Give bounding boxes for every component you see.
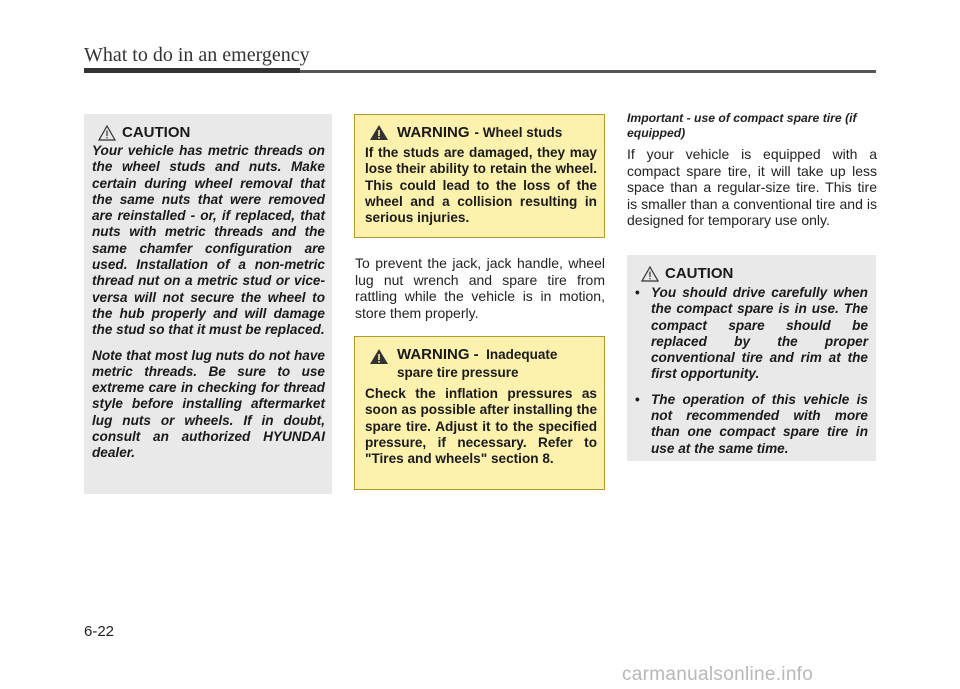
page-number: 6-22 [84,623,115,640]
warning-subtitle: Inadequate spare tire pressure [397,347,558,380]
caution-bullet: • You should drive carefully when the compact spare is in use. The compact spare should be replaced by the proper conventional tire and rim at the first opportunity. [635,285,868,383]
warning-triangle-icon [369,124,389,141]
section-title: What to do in an emergency [84,44,310,66]
warning-body: Check the inflation pressures as soon as possible after installing the spare tire. Adjust it to the specified pressure, if necessary. Refer to "Tires and wheels" section 8. [365,386,597,467]
caution-triangle-icon [98,125,116,141]
warning-label: WARNING - [397,346,479,363]
warning-box-tire-pressure [354,336,605,490]
compact-spare-paragraph: If your vehicle is equipped with a compact spare tire, it will take up less space than a regular-size tire. This tire is smaller than a conventional tire and is designed for temporary use only. [627,146,877,228]
warning-subtitle: - Wheel studs [474,125,563,140]
warning-header [365,124,597,141]
caution-box-metric-threads [84,114,332,494]
compact-spare-heading: Important - use of compact spare tire (if equipped) [627,111,857,140]
warning-label: WARNING [397,124,470,141]
caution-header [635,265,868,282]
warning-header [365,346,597,382]
caution-paragraph: Your vehicle has metric threads on the wheel studs and nuts. Make certain during wheel removal that the same nuts that were removed are reinstalled - or, if replaced, that nuts with metric threads and the same chamfer configuration are used. Installation of a non-metric thread nut on a metric stud or vice-versa will not secure the wheel to the hub properly and will damage the stud so that it must be replaced. [92,143,325,338]
caution-body [92,143,325,462]
warning-body: If the studs are damaged, they may lose their ability to retain the wheel. This could lead to the loss of the wheel and a collision resulting in serious injuries. [365,145,597,226]
caution-label: CAUTION [122,124,191,141]
warning-box-wheel-studs [354,114,605,238]
header-rule-accent [84,68,300,73]
caution-box-compact-spare [627,255,876,461]
caution-triangle-icon [641,266,659,282]
warning-title-block [397,346,562,382]
warning-triangle-icon [369,348,389,365]
caution-paragraph: Note that most lug nuts do not have metric threads. Be sure to use extreme care in checking for thread style before installing aftermarket lug nuts or wheels. If in doubt, consult an authorized HYUNDAI dealer. [92,347,325,461]
caution-header [92,124,325,141]
caution-label: CAUTION [665,265,734,282]
caution-bullet: • The operation of this vehicle is not recommended with more than one compact spare tire in use at the same time. [635,392,868,457]
watermark: carmanualsonline.info [622,664,814,685]
storage-paragraph: To prevent the jack, jack handle, wheel lug nut wrench and spare tire from rattling while the vehicle is in motion, store them properly. [355,255,605,321]
caution-bullet-list [635,285,868,457]
